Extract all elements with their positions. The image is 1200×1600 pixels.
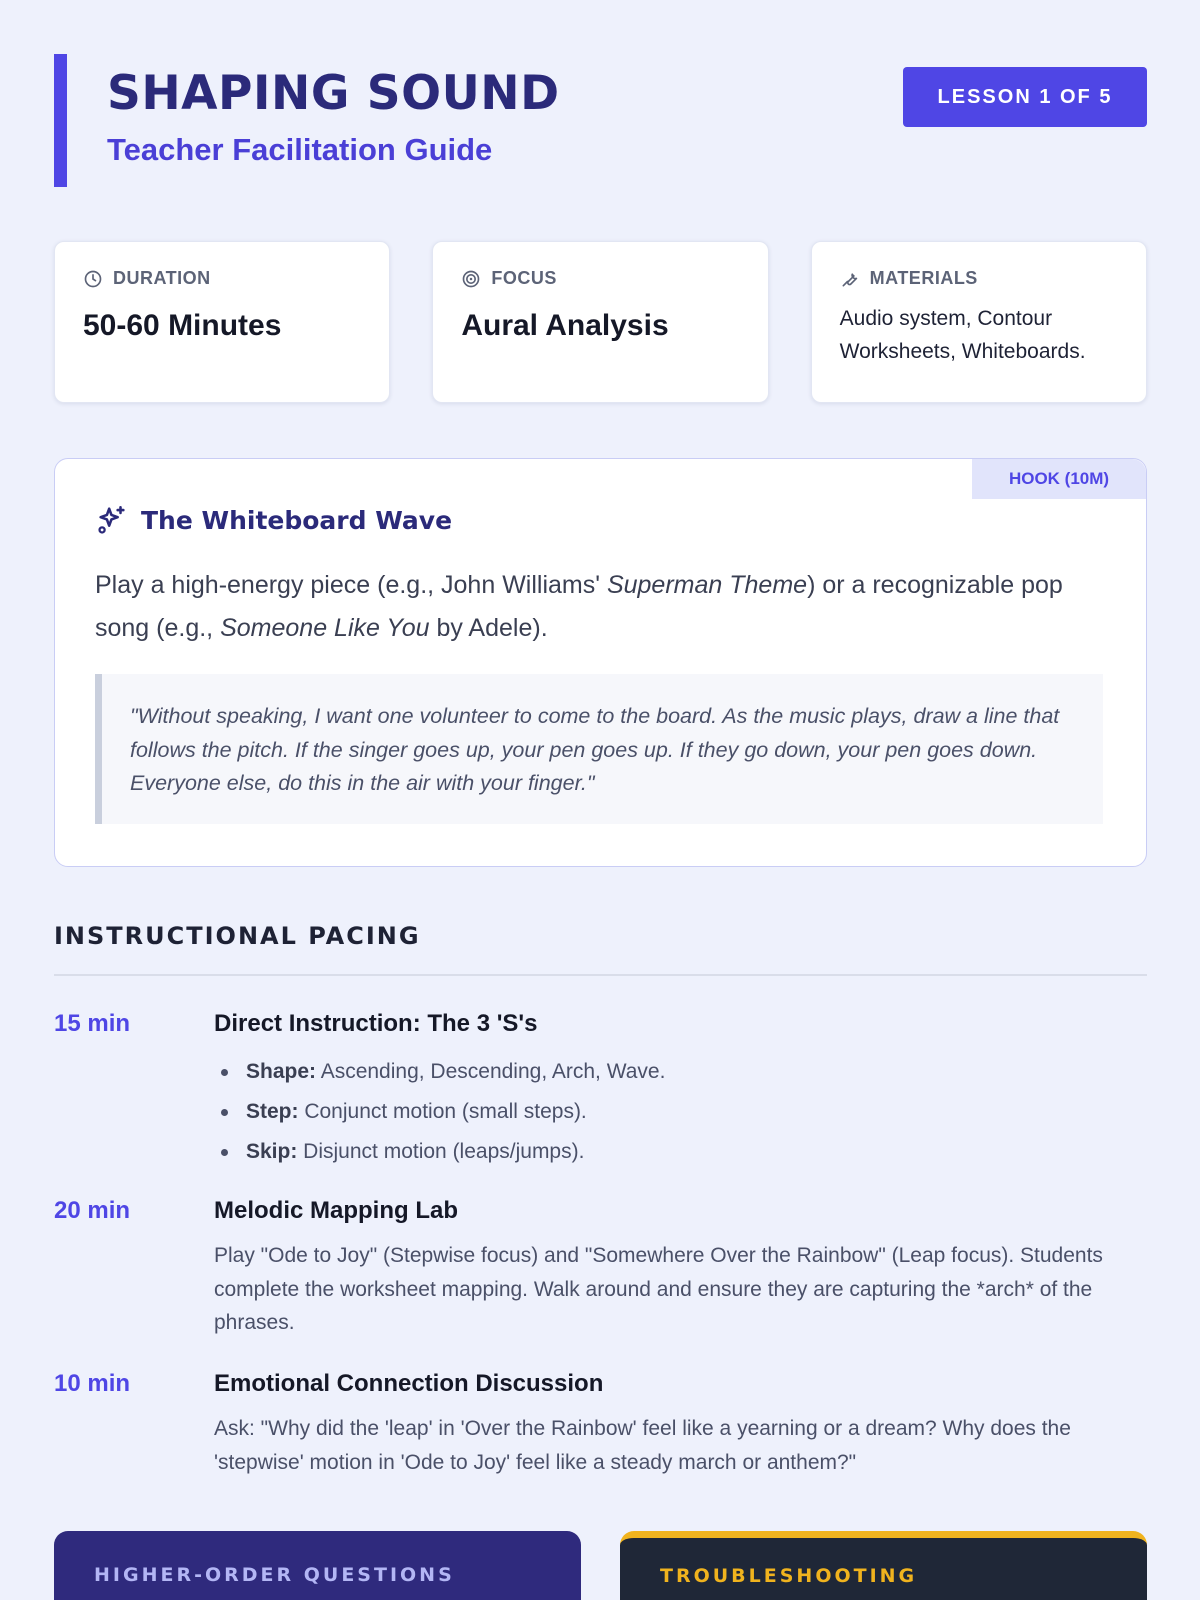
pacing-time: 20 min: [54, 1197, 131, 1224]
sparkles-icon: [95, 503, 129, 537]
target-icon: [461, 269, 481, 289]
troubleshooting-panel-label: TROUBLESHOOTING: [660, 1565, 918, 1587]
facilitation-guide-page: [54, 0, 1147, 1587]
section-divider: [54, 974, 1147, 976]
hook-tag: HOOK (10M): [972, 459, 1146, 499]
list-item: [214, 1092, 1147, 1132]
bullet-term: Skip:: [246, 1140, 298, 1163]
pacing-description: Ask: "Why did the 'leap' in 'Over the Rainbow' feel like a yearning or a dream? Why does the 'stepwise' motion in 'Ode to Joy' feel like a steady march or anthem?": [214, 1417, 1071, 1474]
pacing-title: Emotional Connection Discussion: [214, 1370, 604, 1397]
page-title: SHAPING SOUND: [107, 66, 560, 121]
pacing-description: Play "Ode to Joy" (Stepwise focus) and "Somewhere Over the Rainbow" (Leap focus). Students complete the worksheet mapping. Walk around and ensure they are capturing the *arch* of the phrases.: [214, 1244, 1103, 1335]
info-cards: [54, 241, 1147, 403]
bullet-term: Step:: [246, 1100, 299, 1123]
duration-card: [54, 241, 390, 403]
pacing-title: Melodic Mapping Lab: [214, 1197, 458, 1224]
hook-heading: [95, 503, 452, 537]
hook-quote: "Without speaking, I want one volunteer to come to the board. As the music plays, draw a line that follows the pitch. If the singer goes up, your pen goes up. If they go down, your pen goes down. Everyone else, do this in the air with your finger.": [95, 674, 1103, 824]
materials-label-row: [840, 268, 1118, 289]
pacing-content: [214, 1197, 1147, 1340]
pacing-title: Direct Instruction: The 3 'S's: [214, 1010, 538, 1037]
focus-label-row: [461, 268, 739, 289]
hook-body-part-1: Play a high-energy piece (e.g., John Williams': [95, 571, 607, 599]
higher-order-questions-panel: [54, 1531, 581, 1600]
page-subtitle: Teacher Facilitation Guide: [107, 132, 493, 167]
pacing-section-title: INSTRUCTIONAL PACING: [54, 922, 421, 950]
hook-body-part-3: by Adele).: [429, 614, 548, 642]
focus-card: [432, 241, 768, 403]
hook-song-1: Superman Theme: [606, 571, 808, 599]
duration-label: DURATION: [113, 268, 211, 288]
materials-value: Audio system, Contour Worksheets, Whiteboards.: [839, 307, 1086, 363]
materials-card: [811, 241, 1147, 403]
list-item: [214, 1052, 1147, 1092]
pacing-content: [214, 1010, 1147, 1172]
focus-value: Aural Analysis: [461, 309, 669, 342]
pacing-bullet-list: [214, 1052, 1147, 1172]
list-item: [214, 1132, 1147, 1172]
bullet-term: Shape:: [246, 1060, 317, 1083]
pacing-time: 15 min: [54, 1010, 131, 1037]
duration-value: 50-60 Minutes: [83, 309, 282, 342]
pacing-content: [214, 1370, 1147, 1479]
bullet-text: Conjunct motion (small steps).: [298, 1100, 587, 1123]
materials-label: MATERIALS: [869, 268, 978, 288]
hook-body: [95, 564, 1095, 650]
page-header: [54, 0, 1147, 200]
hook-song-2: Someone Like You: [220, 614, 430, 642]
focus-label: FOCUS: [491, 268, 557, 288]
troubleshooting-panel: [620, 1531, 1147, 1600]
wrench-icon: [840, 269, 860, 289]
bullet-text: Ascending, Descending, Arch, Wave.: [316, 1060, 666, 1083]
bullet-text: Disjunct motion (leaps/jumps).: [297, 1140, 585, 1163]
questions-panel-label: HIGHER-ORDER QUESTIONS: [94, 1564, 455, 1586]
hook-title: The Whiteboard Wave: [141, 505, 453, 535]
clock-icon: [83, 269, 103, 289]
header-accent-bar: [54, 54, 67, 187]
lesson-badge: LESSON 1 OF 5: [903, 67, 1147, 127]
hook-card: [54, 458, 1147, 867]
duration-label-row: [83, 268, 361, 289]
hook-body-part-2: ) or a recognizable pop song (e.g.,: [95, 571, 1063, 642]
pacing-time: 10 min: [54, 1370, 131, 1397]
